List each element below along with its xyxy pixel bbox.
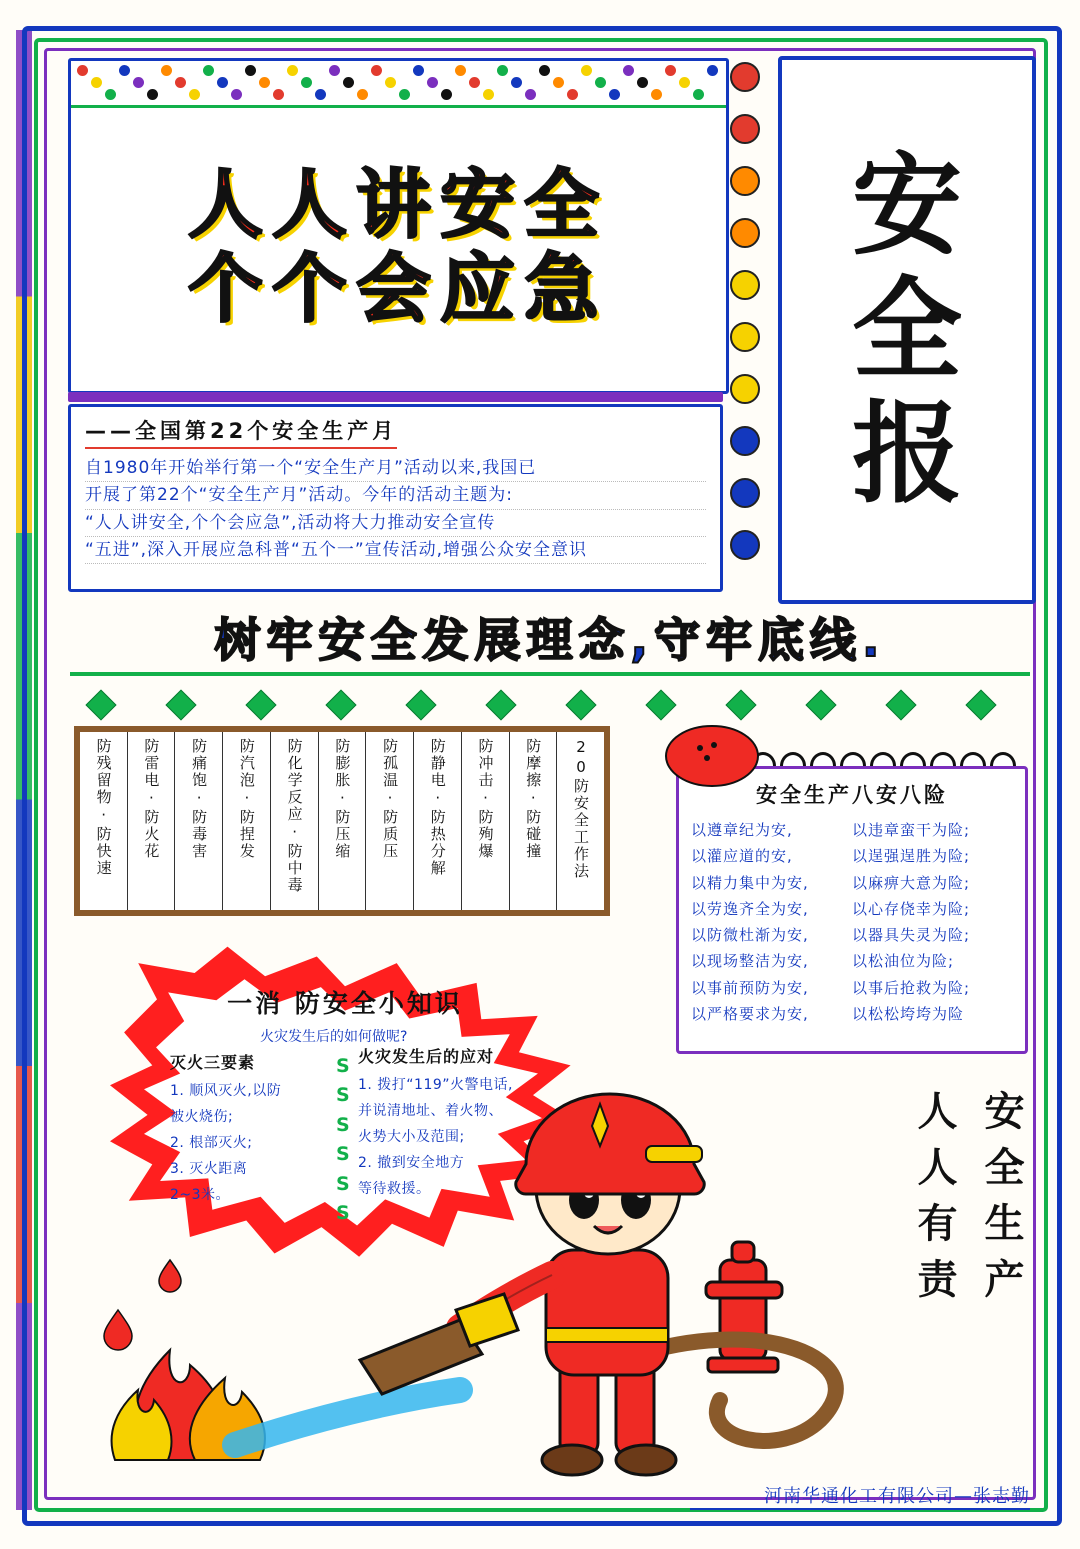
bead — [730, 270, 760, 300]
notebook-item: 以心存侥幸为险; — [852, 899, 971, 918]
confetti-dot — [259, 77, 270, 88]
notebook-item: 以劳逸齐全为安, — [691, 899, 809, 918]
notebook-item: 以麻痹大意为险; — [852, 873, 971, 892]
diamond-marker — [805, 689, 836, 720]
confetti-dot — [119, 65, 130, 76]
burst-bullet: S — [336, 1113, 350, 1136]
table-column-label: 防冲击·防殉爆 — [476, 738, 495, 860]
confetti-dot — [189, 89, 200, 100]
burst-left-item: 1. 顺风灭火,以防 — [170, 1083, 282, 1099]
banner-char-2: 全 — [852, 265, 962, 394]
burst-right-item: 2. 撤到安全地方 — [358, 1154, 465, 1171]
diamond-divider — [90, 690, 1020, 720]
confetti-dot — [217, 77, 228, 88]
title-line-1: 人人讲安全 — [188, 162, 609, 249]
confetti-dot — [399, 89, 410, 100]
table-column-label: 防静电·防热分解 — [428, 738, 447, 877]
confetti-dot — [679, 77, 690, 88]
table-column-label: 防汽泡·防捏发 — [237, 738, 256, 860]
diamond-marker — [405, 689, 436, 720]
slogan-banner — [70, 606, 1030, 668]
slogan-text: 树牢安全发展理念,守牢底线. — [214, 613, 886, 667]
hose-nozzle-icon — [660, 720, 800, 800]
bead — [730, 218, 760, 248]
water-jet — [235, 1390, 460, 1445]
confetti-dot — [665, 65, 676, 76]
notebook-item: 以精力集中为安, — [691, 873, 809, 892]
confetti-dot — [427, 77, 438, 88]
vertical-banner — [778, 56, 1036, 604]
intro-line: “五进”,深入开展应急科普“五个一”宣传活动,增强公众安全意识 — [85, 537, 706, 564]
table-column — [80, 732, 127, 910]
confetti-dot — [637, 77, 648, 88]
burst-left-item: 2~3米。 — [170, 1186, 231, 1203]
diamond-marker — [165, 689, 196, 720]
burst-bullet: S — [336, 1055, 350, 1077]
burst-left-item: 2. 根部灭火; — [170, 1134, 253, 1151]
burst-left-item: 被火烧伤; — [170, 1108, 234, 1125]
banner-char-3: 报 — [852, 389, 962, 518]
bead — [730, 166, 760, 196]
notebook-item: 以违章蛮干为险; — [852, 821, 971, 839]
confetti-dot — [455, 65, 466, 76]
confetti-dot — [273, 89, 284, 100]
bead — [730, 114, 760, 144]
title-line-2: 个个会应急 — [188, 246, 609, 332]
notebook-item: 以灌应道的安, — [691, 847, 793, 866]
table-column — [270, 732, 318, 910]
confetti-dot — [483, 89, 494, 100]
confetti-dot — [203, 65, 214, 76]
table-column — [556, 732, 604, 910]
confetti-dot — [441, 89, 452, 100]
intro-line: “人人讲安全,个个会应急”,活动将大力推动安全宣传 — [85, 510, 706, 537]
notebook-item: 以现场整洁为安, — [691, 952, 809, 971]
notebook-item: 以事前预防为安, — [691, 978, 809, 997]
intro-line: 开展了第22个“安全生产月”活动。今年的活动主题为: — [85, 482, 706, 509]
confetti-dot — [343, 77, 354, 88]
table-column-label: 防化学反应·防中毒 — [285, 738, 304, 894]
confetti-dot — [623, 65, 634, 76]
bead — [730, 62, 760, 92]
vertical-slogan — [860, 1090, 1030, 1420]
confetti-dot — [91, 77, 102, 88]
table-column — [318, 732, 366, 910]
burst-left-subtitle: 灭火三要素 — [170, 1053, 256, 1072]
confetti-dot — [231, 89, 242, 100]
burst-right-item: 并说清地址、着火物、 — [358, 1102, 503, 1119]
bead — [730, 426, 760, 456]
notebook-title: 安全生产八安八险 — [756, 783, 948, 807]
table-column-label: 防雷电·防火花 — [142, 738, 161, 860]
table-column-label: 防残留物·防快速 — [94, 738, 113, 877]
drop-icon — [104, 1310, 132, 1350]
bead — [730, 374, 760, 404]
notebook-item: 以松油位为险; — [852, 952, 955, 971]
main-title — [71, 105, 726, 391]
confetti-dot — [497, 65, 508, 76]
confetti-dot — [581, 65, 592, 76]
confetti-dot — [371, 65, 382, 76]
confetti-dot — [651, 89, 662, 100]
safety-methods-table — [74, 726, 610, 916]
firefighter-character — [360, 1094, 704, 1475]
confetti-dot — [567, 89, 578, 100]
confetti-dot — [525, 89, 536, 100]
table-column — [222, 732, 270, 910]
burst-title: 一消 防安全小知识 — [227, 989, 463, 1018]
table-column-label: 防痛饱·防毒害 — [190, 738, 209, 860]
eight-safe-eight-risk-note — [676, 766, 1028, 1054]
diamond-marker — [485, 689, 516, 720]
burst-bullet: S — [336, 1202, 350, 1225]
confetti-dot — [469, 77, 480, 88]
title-card — [68, 58, 729, 394]
table-column — [365, 732, 413, 910]
vertical-slogan-col-1: 安全生产 — [978, 1090, 1025, 1314]
confetti-dot — [77, 65, 88, 76]
drop-icon — [159, 1260, 181, 1292]
table-column-label: 20防安全工作法 — [572, 738, 590, 880]
confetti-dot — [553, 77, 564, 88]
title-underbar — [68, 392, 723, 402]
diamond-marker — [965, 689, 996, 720]
confetti-dot — [301, 77, 312, 88]
table-column — [509, 732, 557, 910]
confetti-dot — [511, 77, 522, 88]
notebook-item: 以松松垮垮为险 — [852, 1004, 965, 1023]
burst-bullet: S — [336, 1143, 350, 1166]
confetti-dot — [287, 65, 298, 76]
burst-bullet: S — [336, 1172, 350, 1195]
table-column-label: 防摩擦·防碰撞 — [524, 738, 543, 860]
notebook-item-grid — [691, 817, 1013, 1027]
diamond-marker — [85, 689, 116, 720]
intro-heading: ——全国第22个安全生产月 — [85, 415, 397, 449]
signature: 河南华通化工有限公司—张志勤 — [764, 1486, 1030, 1507]
intro-box — [68, 404, 723, 592]
diamond-marker — [565, 689, 596, 720]
burst-question: 火灾发生后的如何做呢? — [260, 1029, 408, 1045]
intro-line: 自1980年开始举行第一个“安全生产月”活动以来,我国已 — [85, 455, 706, 482]
confetti-dot — [315, 89, 326, 100]
vertical-slogan-col-2: 人人有责 — [911, 1090, 958, 1314]
table-column-label: 防孤温·防质压 — [381, 738, 400, 860]
table-column — [127, 732, 175, 910]
confetti-dot — [413, 65, 424, 76]
diamond-marker — [325, 689, 356, 720]
slogan-rule — [70, 672, 1030, 676]
burst-right-item: 1. 拨打“119”火警电话, — [358, 1077, 513, 1093]
burst-right-subtitle: 火灾发生后的应对 — [358, 1047, 495, 1066]
table-column — [174, 732, 222, 910]
fire-hydrant-icon — [706, 1242, 782, 1372]
confetti-dot — [357, 89, 368, 100]
diamond-marker — [885, 689, 916, 720]
confetti-dot — [105, 89, 116, 100]
burst-right-item: 等待救援。 — [358, 1180, 431, 1197]
table-column — [413, 732, 461, 910]
bead-column — [730, 62, 764, 592]
confetti-dot — [161, 65, 172, 76]
notebook-item: 以逞强逞胜为险; — [852, 847, 971, 866]
diamond-marker — [645, 689, 676, 720]
confetti-dot — [539, 65, 550, 76]
notebook-item: 以防微杜渐为安, — [691, 926, 809, 944]
table-column-label: 防膨胀·防压缩 — [333, 738, 352, 860]
notebook-item: 以严格要求为安, — [691, 1004, 809, 1023]
bead — [730, 530, 760, 560]
confetti-dot — [133, 77, 144, 88]
burst-right-item: 火势大小及范围; — [358, 1128, 465, 1145]
confetti-dot — [595, 77, 606, 88]
bead — [730, 478, 760, 508]
signature-rule — [690, 1508, 1030, 1510]
confetti-dot — [385, 77, 396, 88]
diamond-marker — [245, 689, 276, 720]
confetti-dot — [693, 89, 704, 100]
burst-bullet: S — [336, 1084, 350, 1107]
burst-left-item: 3. 灭火距离 — [170, 1160, 248, 1177]
confetti-dot — [707, 65, 718, 76]
notebook-item: 以器具失灵为险; — [852, 926, 971, 944]
diamond-marker — [725, 689, 756, 720]
banner-char-1: 安 — [852, 141, 962, 270]
confetti-band — [71, 61, 726, 108]
confetti-dot — [245, 65, 256, 76]
bead — [730, 322, 760, 352]
confetti-dot — [329, 65, 340, 76]
notebook-item: 以事后抢救为险; — [852, 978, 971, 997]
firefighter-illustration — [60, 1060, 880, 1480]
confetti-dot — [609, 89, 620, 100]
confetti-dot — [147, 89, 158, 100]
table-column — [461, 732, 509, 910]
confetti-dot — [175, 77, 186, 88]
notebook-item: 以遵章纪为安, — [691, 821, 793, 839]
